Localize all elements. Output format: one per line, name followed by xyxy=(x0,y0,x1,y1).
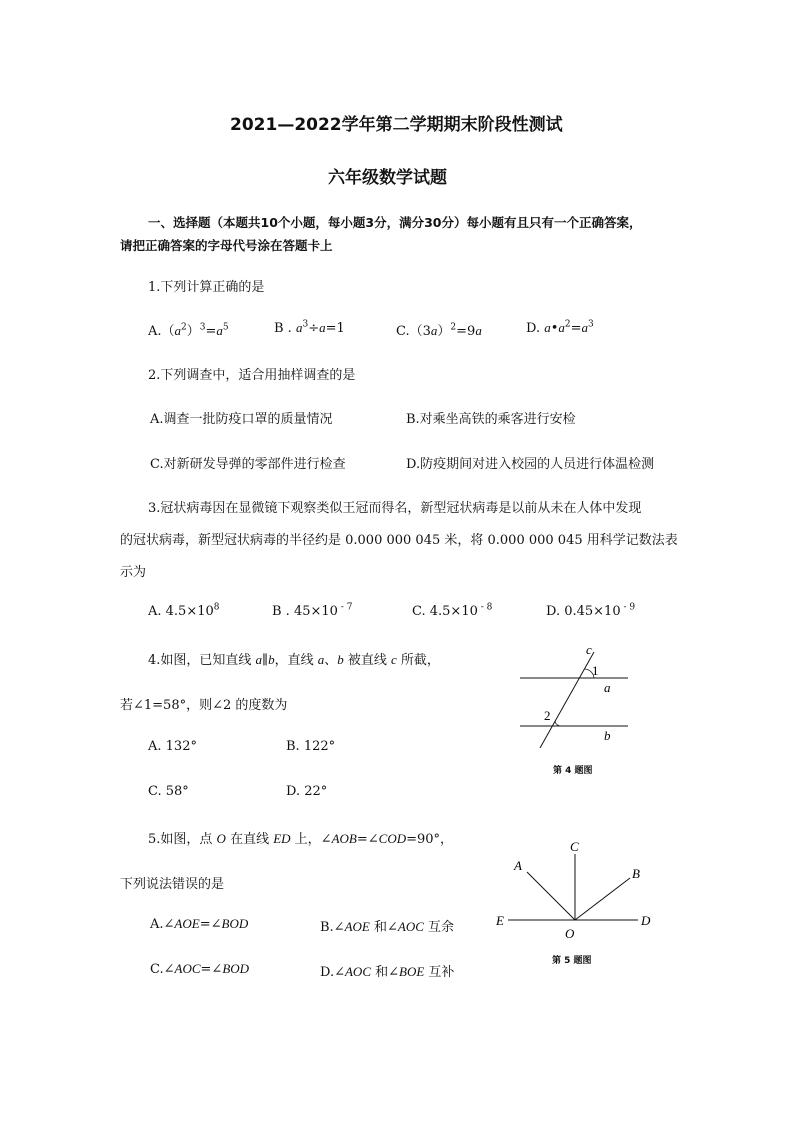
label-E: E xyxy=(496,913,504,928)
q1-option-d: D. $a•a^2=a^3$ xyxy=(526,319,594,336)
section-heading-line2: 请把正确答案的字母代号涂在答题卡上 xyxy=(120,238,333,253)
q1-option-a: $A.(a^2)^3=a^5$ xyxy=(148,322,229,339)
angle2-arc xyxy=(555,721,562,726)
q5-figure xyxy=(490,836,660,946)
label-angle2: 2 xyxy=(544,708,551,723)
q5-option-c: C.∠AOC=∠BOD xyxy=(150,961,250,977)
q3-option-b: B . 45×10 $^{- 7}$ xyxy=(272,602,353,619)
label-A: A xyxy=(514,858,522,873)
q4-option-a: A. 132° xyxy=(148,739,197,754)
q4-option-b: B. 122° xyxy=(286,739,336,754)
section-heading-line1: 一、选择题（本题共10个小题，每小题3分，满分30分）每小题有且只有一个正确答案， xyxy=(148,215,642,230)
label-B: B xyxy=(632,866,640,881)
label-C: C xyxy=(570,839,579,854)
q2-option-d: D.防疫期间对进入校园的人员进行体温检测 xyxy=(406,457,655,472)
q4-stem-line1: 4.如图，已知直线 a∥b，直线 a、b 被直线 c 所截， xyxy=(148,652,440,668)
q5-option-b: B.∠AOE 和∠AOC 互余 xyxy=(320,919,455,935)
q2-stem: 2.下列调查中，适合用抽样调查的是 xyxy=(148,368,356,383)
q1-option-c: $C.(3a)^2=9a$ xyxy=(396,322,482,339)
q5-option-a: A.∠AOE=∠BOD xyxy=(150,916,249,932)
q5-stem-line2: 下列说法错误的是 xyxy=(120,877,225,892)
q2-option-c: C.对新研发导弹的零部件进行检查 xyxy=(150,457,346,472)
q4-option-d: D. 22° xyxy=(286,784,328,799)
q2-option-b: B.对乘坐高铁的乘客进行安检 xyxy=(406,412,576,427)
line-c xyxy=(540,652,594,748)
label-O: O xyxy=(565,926,575,941)
q2-option-a: A.调查一批防疫口罩的质量情况 xyxy=(150,412,333,427)
q1-stem: 1.下列计算正确的是 xyxy=(148,280,265,295)
exam-subtitle: 六年级数学试题 xyxy=(328,168,447,188)
q1-option-b: B . $a^3\div a=1$ xyxy=(274,319,345,336)
q4-stem-line2: 若∠1=58°，则∠2 的度数为 xyxy=(120,698,288,713)
exam-title: 2021—2022学年第二学期期末阶段性测试 xyxy=(230,115,563,135)
ray-oa xyxy=(527,872,575,920)
q5-figure-caption: 第 5 题图 xyxy=(552,956,592,966)
q4-figure-caption: 第 4 题图 xyxy=(553,766,593,776)
label-b: b xyxy=(604,728,611,743)
q3-line1: 3.冠状病毒因在显微镜下观察类似王冠而得名，新型冠状病毒是以前从未在人体中发现 xyxy=(148,501,642,516)
q3-option-a: A. $4.5\times 10^8$ xyxy=(148,602,220,619)
q3-option-c: C. 4.5×10 $^{- 8}$ xyxy=(412,602,493,619)
q4-option-c: C. 58° xyxy=(148,784,189,799)
label-a: a xyxy=(604,680,611,695)
label-angle1: 1 xyxy=(592,663,599,678)
label-D: D xyxy=(641,913,651,928)
q4-figure xyxy=(510,640,640,760)
q5-option-d: D.∠AOC 和∠BOE 互补 xyxy=(320,964,455,980)
q3-line3: 示为 xyxy=(120,565,147,580)
label-c: c xyxy=(586,642,592,657)
q5-stem-line1: 5.如图，点 O 在直线 ED 上，∠AOB=∠COD=90°， xyxy=(148,831,454,847)
ray-ob xyxy=(575,878,630,920)
q3-option-d: D. 0.45×10 $^{- 9}$ xyxy=(546,602,636,619)
q3-line2: 的冠状病毒，新型冠状病毒的半径约是 0.000 000 045 米，将 0.000 000 045 用科学记数法表 xyxy=(120,533,678,548)
